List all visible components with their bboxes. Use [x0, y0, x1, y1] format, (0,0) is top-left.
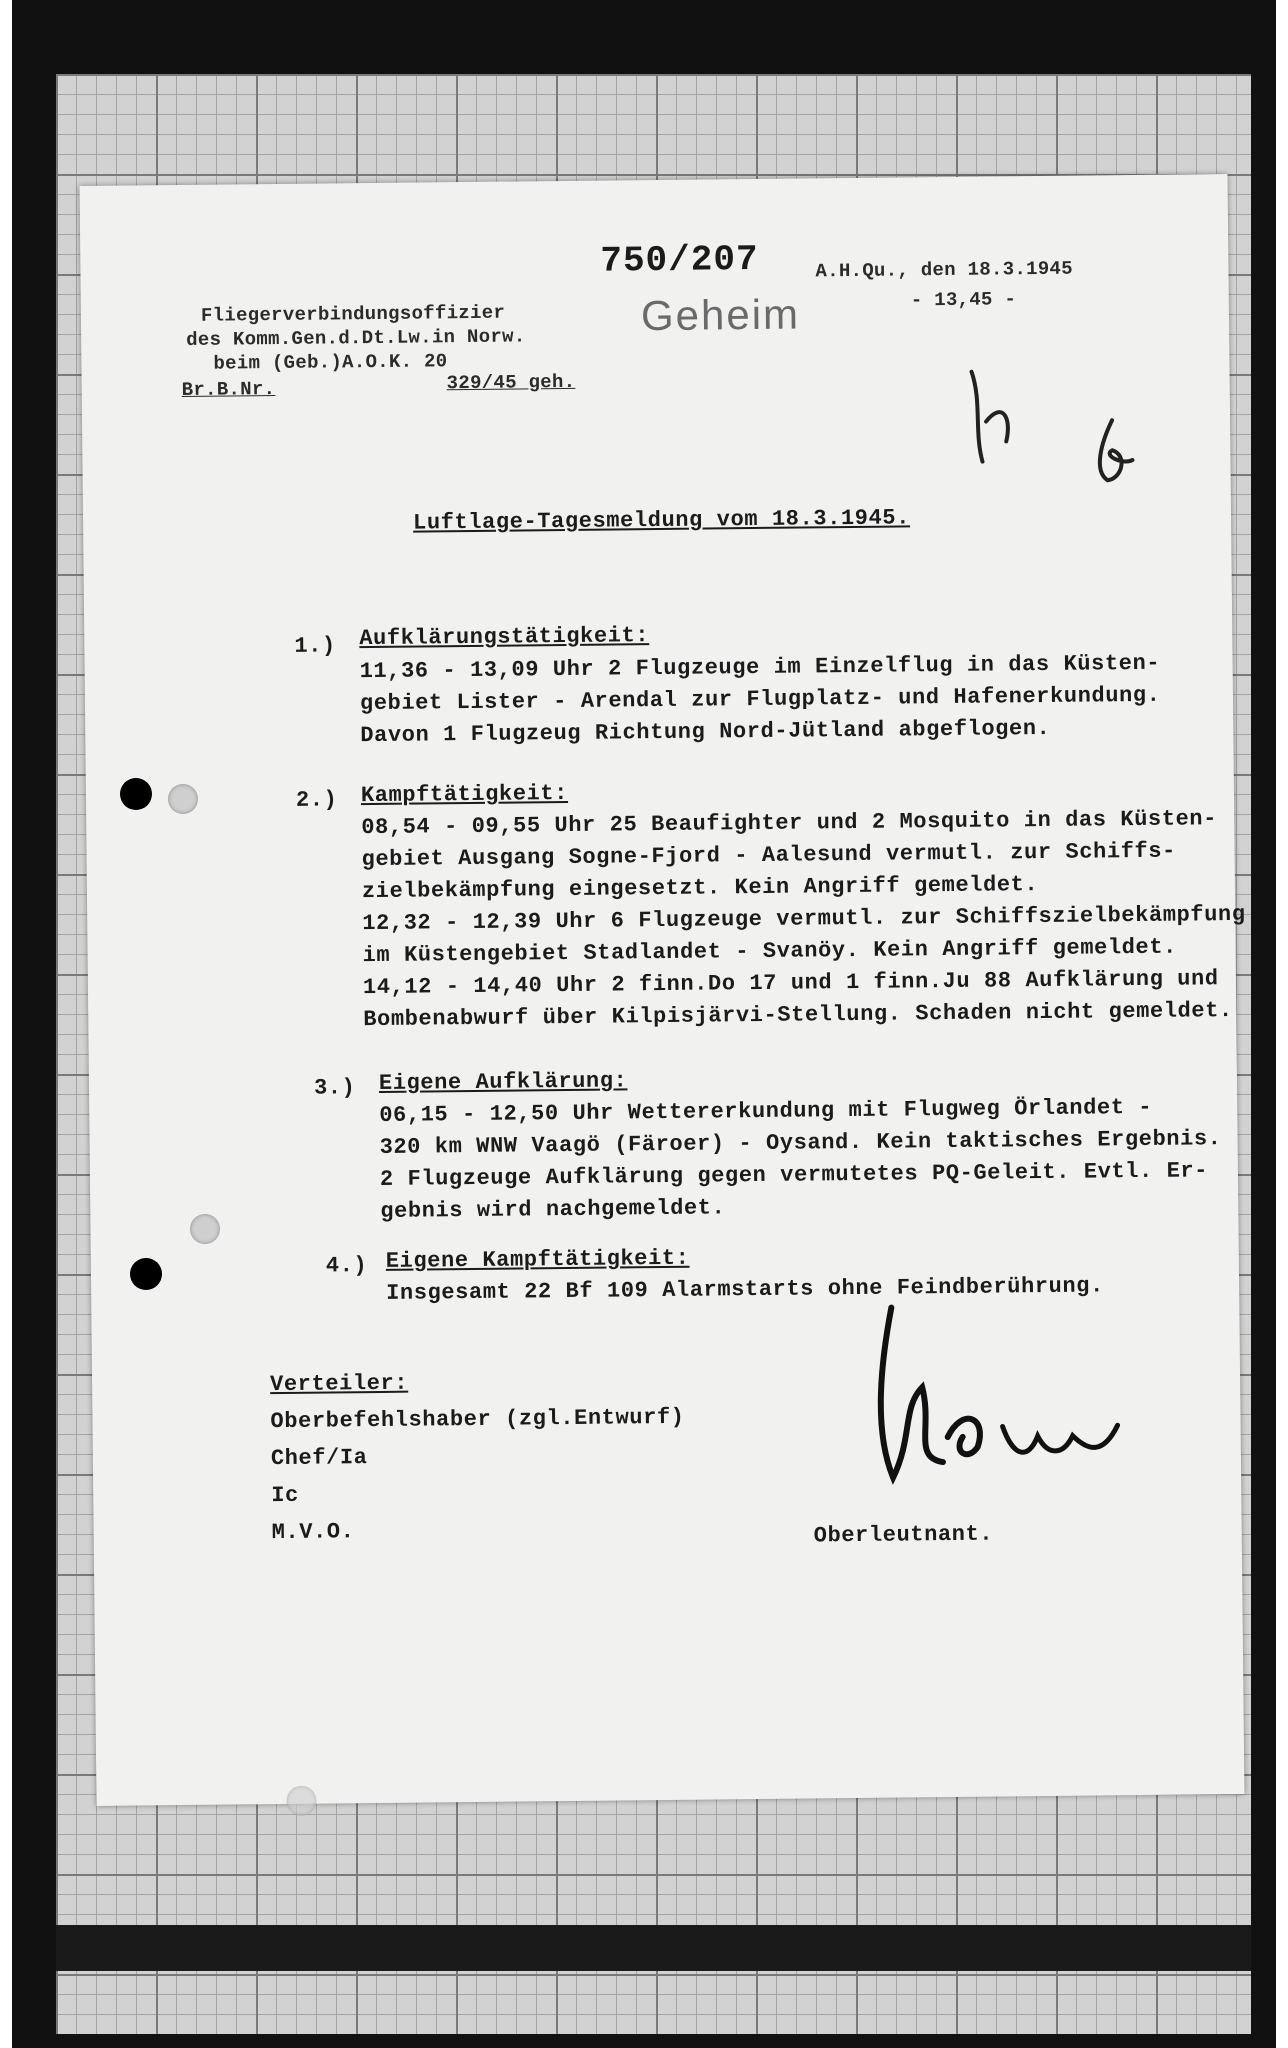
sender-line-2: des Komm.Gen.d.Dt.Lw.in Norw. — [186, 325, 526, 351]
sender-line-1: Fliegerverbindungsoffizier — [200, 301, 506, 327]
sender-line-3: beim (Geb.)A.O.K. 20 — [213, 350, 448, 375]
section-4-line-1: Insgesamt 22 Bf 109 Alarmstarts ohne Feindberührung. — [386, 1273, 1104, 1306]
section-4-heading: Eigene Kampftätigkeit: — [385, 1245, 690, 1274]
initials-handwritten — [961, 360, 1142, 482]
document-page — [80, 174, 1245, 1806]
section-1-heading: Aufklärungstätigkeit: — [359, 623, 650, 652]
section-4-number: 4.) — [325, 1253, 368, 1279]
distribution-item: M.V.O. — [271, 1519, 355, 1546]
section-2-number: 2.) — [295, 787, 338, 813]
dark-band — [56, 1925, 1251, 1971]
punch-hole-shadow — [190, 1214, 220, 1244]
officer-signature — [851, 1285, 1173, 1508]
punch-hole — [130, 1258, 162, 1290]
punch-hole — [120, 778, 152, 810]
place-date: A.H.Qu., den 18.3.1945 — [815, 257, 1074, 283]
distribution-label: Verteiler: — [269, 1370, 409, 1398]
section-1-line-3: Davon 1 Flugzeug Richtung Nord-Jütland abgeflogen. — [360, 715, 1051, 749]
distribution-item: Oberbefehlshaber (zgl.Entwurf) — [270, 1404, 685, 1435]
section-1-number: 1.) — [294, 633, 336, 659]
reference-number: 329/45 geh. — [446, 370, 576, 395]
signature-rank: Oberleutnant. — [813, 1521, 994, 1549]
paper-smudge — [286, 1786, 316, 1816]
section-2-line-4: 12,32 - 12,39 Uhr 6 Flugzeuge vermutl. zur Schiffszielbekämpfung — [362, 901, 1246, 937]
punch-hole-shadow — [168, 784, 198, 814]
section-2-line-2: gebiet Ausgang Sogne-Fjord - Aalesund vermutl. zur Schiffs- — [361, 838, 1177, 873]
section-1-line-2: gebiet Lister - Arendal zur Flugplatz- und Hafenerkundung. — [359, 682, 1161, 717]
section-3-number: 3.) — [313, 1075, 356, 1101]
stamp-number: 750/207 — [600, 238, 759, 282]
section-3-heading: Eigene Aufklärung: — [378, 1068, 628, 1096]
message-time: - 13,45 - — [910, 288, 1017, 312]
reference-label: Br.B.Nr. — [181, 378, 276, 401]
section-2-line-5: im Küstengebiet Stadlandet - Svanöy. Kein Angriff gemeldet. — [362, 934, 1178, 969]
section-1-line-1: 11,36 - 13,09 Uhr 2 Flugzeuge im Einzelflug in das Küsten- — [359, 650, 1161, 685]
section-3-line-4: gebnis wird nachgemeldet. — [380, 1195, 726, 1224]
section-2-line-7: Bombenabwurf über Kilpisjärvi-Stellung. Schaden nicht gemeldet. — [363, 998, 1233, 1033]
report-title: Luftlage-Tagesmeldung vom 18.3.1945. — [412, 505, 911, 536]
section-3-line-1: 06,15 - 12,50 Uhr Wettererkundung mit Flugweg Örlandet - — [379, 1094, 1153, 1128]
distribution-item: Chef/Ia — [270, 1445, 368, 1472]
distribution-item: Ic — [271, 1482, 300, 1509]
section-2-heading: Kampftätigkeit: — [360, 780, 569, 809]
classification-stamp: Geheim — [640, 290, 801, 340]
section-2-line-3: zielbekämpfung eingesetzt. Kein Angriff gemeldet. — [361, 872, 1039, 905]
section-2-line-6: 14,12 - 14,40 Uhr 2 finn.Do 17 und 1 finn.Ju 88 Aufklärung und — [362, 966, 1219, 1001]
section-2-line-1: 08,54 - 09,55 Uhr 25 Beaufighter und 2 Mosquito in das Küsten- — [361, 806, 1218, 841]
section-3-line-3: 2 Flugzeuge Aufklärung gegen vermutetes PQ-Geleit. Evtl. Er- — [379, 1158, 1209, 1192]
section-3-line-2: 320 km WNW Vaagö (Färoer) - Oysand. Kein taktisches Ergebnis. — [379, 1126, 1222, 1160]
